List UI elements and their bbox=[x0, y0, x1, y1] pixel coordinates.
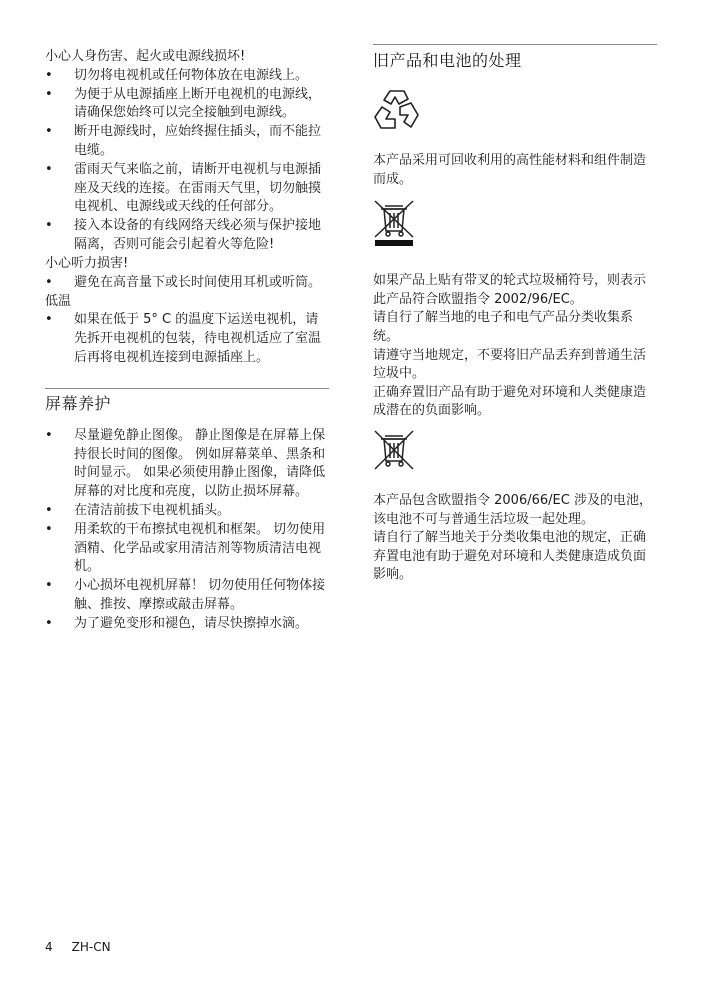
list-item: • 尽量避免静止图像。 静止图像是在屏幕上保持很长时间的图像。 例如屏幕菜单、黑条和时间显示。 如果必须使用静止图像，请降低屏幕的对比度和亮度，以防止损坏屏幕。 bbox=[45, 428, 326, 499]
left-column bbox=[45, 48, 329, 634]
list-item: • 如果在低于 5° C 的温度下运送电视机，请先拆开电视机的包装，待电视机适应了室温后再将电视机连接到电源插座上。 bbox=[45, 312, 322, 365]
warning-list-hearing bbox=[45, 274, 329, 293]
language-code: ZH-CN bbox=[71, 940, 111, 954]
bullet: • bbox=[45, 86, 53, 102]
right-column bbox=[373, 44, 657, 585]
bullet: • bbox=[45, 218, 53, 234]
bullet: • bbox=[45, 124, 53, 140]
bullet: • bbox=[45, 67, 53, 83]
section-heading-disposal: 旧产品和电池的处理 bbox=[373, 51, 522, 70]
warning-title-low-temp: 低温 bbox=[45, 293, 72, 309]
list-item: • 避免在高音量下或长时间使用耳机或听筒。 bbox=[45, 274, 329, 293]
recycle-icon bbox=[373, 86, 421, 134]
list-item: • 在清洁前拔下电视机插头。 bbox=[45, 502, 329, 521]
crossed-bin-icon bbox=[373, 199, 415, 247]
warning-list-injury bbox=[45, 67, 329, 255]
bullet: • bbox=[45, 312, 53, 328]
list-item: • 用柔软的干布擦拭电视机和框架。 切勿使用酒精、化学品或家用清洁剂等物质清洁电视机。 bbox=[45, 522, 326, 575]
section-divider bbox=[45, 388, 329, 389]
page-number: 4 bbox=[45, 940, 53, 954]
bullet: • bbox=[45, 522, 53, 538]
bullet: • bbox=[45, 578, 53, 594]
bullet: • bbox=[45, 162, 53, 178]
bullet: • bbox=[45, 502, 53, 518]
section-divider bbox=[373, 44, 657, 45]
warning-list-low-temp bbox=[45, 311, 329, 367]
crossed-bin-icon bbox=[373, 429, 415, 471]
bullet: • bbox=[45, 428, 53, 444]
page-footer bbox=[45, 939, 130, 955]
list-item: • 接入本设备的有线网络天线必须与保护接地隔离，否则可能会引起着火等危险! bbox=[45, 218, 322, 252]
list-item: • 为便于从电源插座上断开电视机的电源线，请确保您始终可以完全接触到电源线。 bbox=[45, 86, 322, 121]
battery-text: 本产品包含欧盟指令 2006/66/EC 涉及的电池，该电池不可与普通生活垃圾一起处理。 请自行了解当地关于分类收集电池的规定，正确弃置电池有助于避免对环境和人类健康造成负面影响。 bbox=[373, 492, 652, 583]
list-item: • 断开电源线时，应始终握住插头，而不能拉电缆。 bbox=[45, 124, 322, 158]
warning-title-hearing: 小心听力损害! bbox=[45, 256, 129, 272]
list-item: • 切勿将电视机或任何物体放在电源线上。 bbox=[45, 67, 329, 86]
weee-text: 如果产品上贴有带叉的轮式垃圾桶符号，则表示此产品符合欧盟指令 2002/96/EC。 请自行了解当地的电子和电气产品分类收集系统。 请遵守当地规定，不要将旧产品丢弃到普通生活垃圾中。 正确弃置旧产品有助于避免对环境和人类健康造成潜在的负面影响。 bbox=[373, 273, 647, 419]
bullet: • bbox=[45, 274, 53, 290]
bullet: • bbox=[45, 616, 53, 632]
recycle-text: 本产品采用可回收利用的高性能材料和组件制造而成。 bbox=[373, 153, 647, 187]
list-item: • 小心损坏电视机屏幕！ 切勿使用任何物体接触、推按、摩擦或敲击屏幕。 bbox=[45, 578, 326, 612]
section-heading-screen-care: 屏幕养护 bbox=[45, 394, 112, 414]
warning-title-injury: 小心人身伤害、起火或电源线损坏! bbox=[45, 49, 246, 64]
list-item: • 为了避免变形和褪色，请尽快擦掉水滴。 bbox=[45, 615, 329, 634]
list-item: • 雷雨天气来临之前，请断开电视机与电源插座及天线的连接。在雷雨天气里，切勿触摸电视机、电源线或天线的任何部分。 bbox=[45, 162, 322, 215]
screen-care-list bbox=[45, 427, 329, 634]
